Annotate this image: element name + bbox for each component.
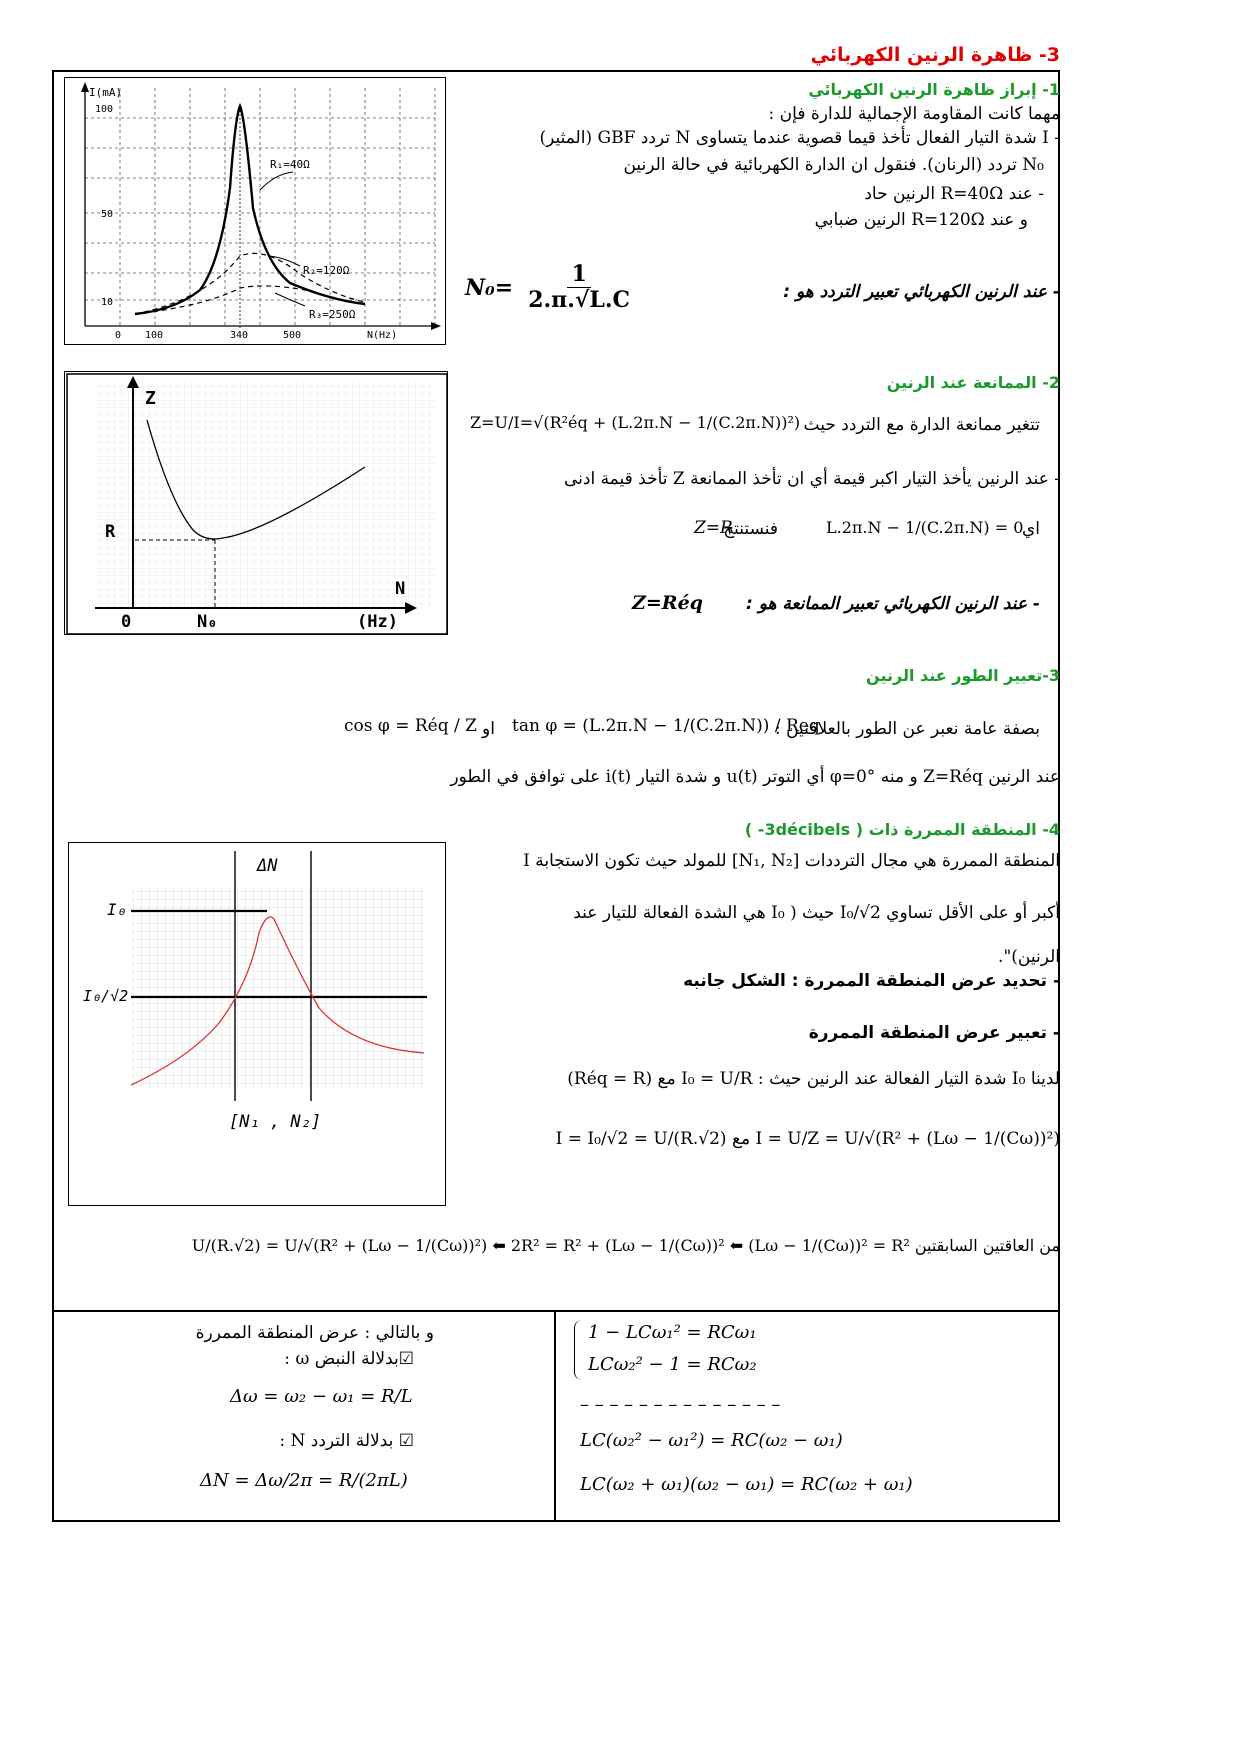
s1-bullet3: و عند R=120Ω الرنين ضبابي — [814, 210, 1028, 230]
table-right-brace — [574, 1320, 584, 1380]
graph1-r2-label: R₂=120Ω — [303, 264, 350, 277]
s2-formula: Z=Réq — [632, 592, 703, 614]
result-table — [52, 1310, 1060, 1522]
s1-title: 1- إبراز ظاهرة الرنين الكهربائي — [808, 80, 1060, 99]
s1-bullet1: - I شدة التيار الفعال تأخذ قيما قصوية عندما يتساوى N تردد GBF (المثير) — [539, 128, 1060, 148]
table-left-l4: ☑ بدلالة التردد N : — [279, 1431, 414, 1451]
graph2-ylabel: Z — [145, 388, 156, 409]
s2-line1 — [470, 402, 1060, 446]
s2-line3-result: Z=R — [694, 518, 733, 538]
graph2-r-label: R — [105, 522, 116, 542]
graph1-xtick: 100 — [145, 330, 164, 341]
s1-bullet1b: N₀ تردد (الرنان). فنقول ان الدارة الكهربائية في حالة الرنين — [623, 155, 1044, 175]
graph2-xlabel: N — [395, 579, 406, 599]
table-left-l2: ☑بدلالة النبض ω : — [284, 1349, 414, 1369]
s3-or: او — [482, 719, 495, 739]
graph2-n0: N₀ — [197, 612, 218, 632]
s4-p1: المنطقة الممررة هي مجال الترددات [N₁, N₂] للمولد حيث تكون الاستجابة I — [523, 851, 1060, 871]
s4-p3: الرنين)". — [998, 947, 1060, 967]
table-right-r2: LCω₂² − 1 = RCω₂ — [588, 1354, 757, 1375]
table-left-l3: Δω = ω₂ − ω₁ = R/L — [230, 1386, 413, 1407]
graph-impedance — [64, 371, 448, 635]
s4-line2: I = U/Z = U/√(R² + (Lω − 1/(Cω))²) مع I = I₀/√2 = U/(R.√2) — [555, 1129, 1060, 1149]
graph1-ytick: 10 — [101, 297, 114, 308]
graph1-ylabel: I(mA) — [89, 86, 123, 99]
graph3-i0: I₀ — [107, 900, 127, 919]
table-left-l5: ΔN = Δω/2π = R/(2πL) — [200, 1470, 408, 1491]
passband-curve-svg — [69, 843, 447, 1207]
s1-bullet2: - عند R=40Ω الرنين حاد — [864, 184, 1044, 204]
table-right-r1: 1 − LCω₁² = RCω₁ — [588, 1322, 757, 1343]
graph2-unit: (Hz) — [357, 612, 398, 632]
s2-line2: - عند الرنين يأخذ التيار اكبر قيمة أي ان تأخذ الممانعة Z تأخذ قيمة ادنى — [563, 469, 1060, 489]
s1-formula-label: - عند الرنين الكهربائي تعبير التردد هو : — [783, 282, 1060, 302]
s2-line1-formula: Z=U/I=√(R²éq + (L.2π.N − 1/(C.2π.N))²) — [470, 413, 801, 432]
s1-formula-num: 1 — [567, 262, 590, 288]
table-left-cell — [52, 1312, 554, 1522]
s2-line3-text: اي — [1021, 519, 1040, 539]
s2-line3-mid: فنستنتج — [723, 519, 778, 539]
s1-formula-lhs: N₀= — [465, 274, 514, 301]
graph1-xtick: 500 — [283, 330, 302, 341]
s4-title: 4- المنطقة الممررة ذات ( 3décibels- ) — [744, 820, 1060, 839]
impedance-curve-svg — [65, 372, 449, 636]
graph1-r1-label: R₁=40Ω — [270, 158, 310, 171]
s1-formula-den: 2.π.√L.C — [528, 287, 631, 314]
graph-passband — [68, 842, 446, 1206]
graph3-interval: [N₁ , N₂] — [229, 1112, 322, 1132]
s3-line1-text: بصفة عامة نعبر عن الطور بالعلاقتين : — [774, 719, 1040, 739]
s3-title: 3-تعبير الطور عند الرنين — [866, 666, 1060, 685]
table-right-cell — [556, 1312, 1058, 1522]
s4-bullet1: - تحديد عرض المنطقة الممررة : الشكل جانبه — [683, 971, 1060, 991]
graph3-i0r: I₀/√2 — [83, 987, 129, 1005]
s1-intro: مهما كانت المقاومة الإجمالية للدارة فإن : — [768, 104, 1060, 124]
s4-line1: لدينا I₀ شدة التيار الفعالة عند الرنين حيث : I₀ = U/R مع (Réq = R) — [567, 1069, 1060, 1089]
page-title: 3- ظاهرة الرنين الكهربائي — [810, 44, 1060, 66]
s2-line3 — [620, 510, 1060, 546]
graph2-origin: 0 — [121, 612, 132, 632]
graph1-ytick: 0 — [115, 330, 122, 341]
table-right-r3: – – – – – – – – – – – – – – — [580, 1394, 781, 1415]
graph1-xtick: 340 — [230, 330, 249, 341]
s3-line2: عند الرنين Z=Réq و منه φ=0° أي التوتر u(t) و شدة التيار i(t) على توافق في الطور — [450, 767, 1060, 787]
s4-line3: من العاقتين السابقتين U/(R.√2) = U/√(R² + (Lω − 1/(Cω))²) ⬅ 2R² = R² + (Lω − 1/(Cω))² ⬅ (Lω − 1/(Cω))² = R² — [191, 1236, 1060, 1255]
table-left-l1: و بالتالي : عرض المنطقة الممررة — [195, 1323, 434, 1343]
s4-bullet2: - تعبير عرض المنطقة الممررة — [808, 1023, 1060, 1043]
s1-formula-frac — [524, 262, 634, 314]
s3-line1 — [340, 700, 1060, 756]
graph3-dn: ΔN — [257, 856, 278, 876]
s3-cos-formula: cos φ = Réq / Z — [344, 716, 477, 736]
graph1-ytick: 50 — [101, 209, 114, 220]
s2-formula-row — [620, 592, 1060, 622]
s2-line1-text: تتغير ممانعة الدارة مع التردد حيث — [803, 415, 1040, 435]
s2-title: 2- الممانعة عند الرنين — [886, 373, 1060, 392]
s1-formula-row — [360, 262, 1060, 326]
table-right-r4: LC(ω₂² − ω₁²) = RC(ω₂ − ω₁) — [580, 1430, 843, 1451]
s2-formula-label: - عند الرنين الكهربائي تعبير الممانعة هو : — [746, 594, 1040, 614]
graph1-ytick: 100 — [95, 104, 114, 115]
table-right-r5: LC(ω₂ + ω₁)(ω₂ − ω₁) = RC(ω₂ + ω₁) — [580, 1474, 913, 1495]
graph1-r3-label: R₃=250Ω — [309, 308, 356, 321]
graph1-xlabel: N(Hz) — [367, 330, 398, 341]
s3-tan-formula: tan φ = (L.2π.N − 1/(C.2π.N)) / Req — [512, 716, 820, 736]
s4-p2: أكبر أو على الأقل تساوي I₀/√2 حيث ( I₀ هي الشدة الفعالة للتيار عند — [573, 903, 1060, 923]
s2-line3-formula: L.2π.N − 1/(C.2π.N) = 0 — [826, 518, 1024, 537]
s1-formula — [465, 262, 638, 314]
